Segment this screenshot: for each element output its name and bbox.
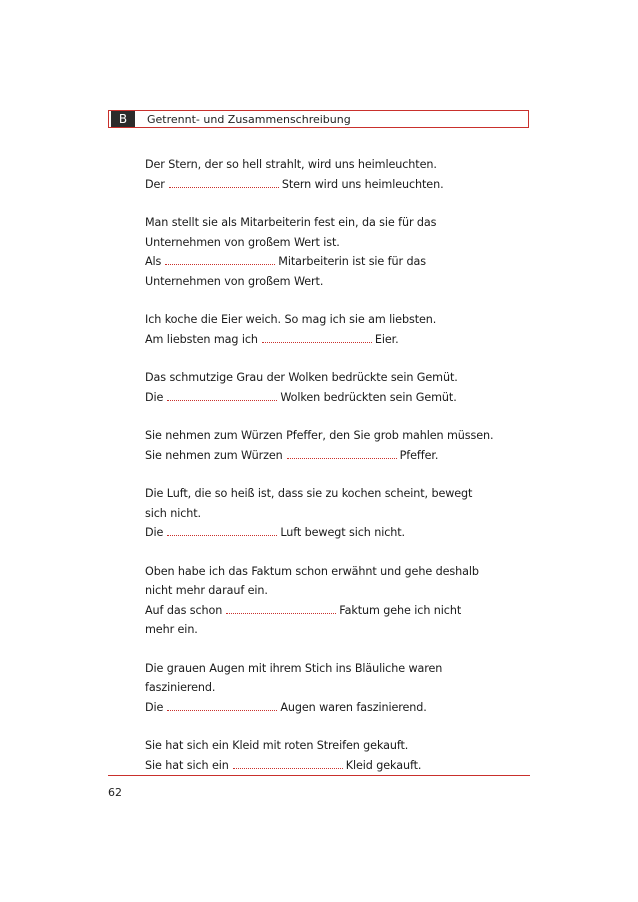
fill-in-blank[interactable] [262,332,372,343]
fill-in-blank[interactable] [167,525,277,536]
exercise-sentence-line: Oben habe ich das Faktum schon erwähnt und gehe deshalb [145,564,479,578]
answer-suffix: Stern wird uns heimleuchten. [281,177,444,191]
answer-prefix: Die [145,526,164,539]
exercise-item [145,213,525,291]
exercise-sentence-line: Sie nehmen zum Würzen Pfeffer, den Sie grob mahlen müssen. [145,429,494,442]
answer-suffix: Kleid gekauft. [345,758,422,772]
answer-suffix: Wolken bedrückten sein Gemüt. [280,390,457,404]
answer-prefix: Sie nehmen zum Würzen [145,448,283,462]
section-title: Getrennt- und Zusammenschreibung [147,112,351,126]
answer-suffix: Luft bewegt sich nicht. [280,526,406,539]
exercise-sentence-line: Man stellt sie als Mitarbeiterin fest ein, da sie für das [145,216,437,229]
answer-line [145,175,525,195]
answer-line [145,698,525,718]
exercise-item [145,562,525,640]
answer-suffix: Pfeffer. [399,448,439,462]
answer-line [145,252,525,272]
answer-prefix: Am liebsten mag ich [145,332,258,346]
exercise-item [145,659,525,718]
fill-in-blank[interactable] [233,758,343,769]
exercise-sentence-line: Sie hat sich ein Kleid mit roten Streifen gekauft. [145,739,409,752]
exercise-list [145,155,525,794]
fill-in-blank[interactable] [167,700,277,711]
page-number: 62 [108,786,122,799]
answer-line: mehr ein. [145,623,198,636]
section-badge: B [111,111,135,127]
exercise-sentence-line: nicht mehr darauf ein. [145,584,268,597]
answer-line: Unternehmen von großem Wert. [145,274,324,288]
exercise-sentence-line: Unternehmen von großem Wert ist. [145,235,340,249]
exercise-item [145,736,525,775]
answer-prefix: Der [145,177,165,191]
exercise-sentence-line: Der Stern, der so hell strahlt, wird uns heimleuchten. [145,158,437,171]
answer-prefix: Als [145,255,162,268]
answer-line [145,446,525,466]
section-header [108,110,529,128]
exercise-item [145,310,525,349]
answer-suffix: Eier. [374,332,399,346]
answer-line [145,756,525,776]
answer-line [145,330,525,350]
answer-suffix: Augen waren faszinierend. [280,700,427,714]
exercise-item [145,155,525,194]
fill-in-blank[interactable] [167,390,277,401]
footer-divider [108,775,530,776]
answer-prefix: Auf das schon [145,603,223,617]
exercise-sentence-line: faszinierend. [145,681,216,694]
exercise-sentence-line: Das schmutzige Grau der Wolken bedrückte sein Gemüt. [145,371,458,384]
exercise-item [145,484,525,543]
exercise-item [145,426,525,465]
fill-in-blank[interactable] [226,603,336,614]
answer-prefix: Die [145,390,164,404]
answer-prefix: Die [145,700,164,714]
answer-line [145,388,525,408]
fill-in-blank[interactable] [287,448,397,459]
answer-suffix: Mitarbeiterin ist sie für das [278,255,426,268]
answer-prefix: Sie hat sich ein [145,758,229,772]
exercise-sentence-line: sich nicht. [145,506,202,520]
fill-in-blank[interactable] [165,254,275,265]
answer-line [145,601,525,621]
exercise-sentence-line: Die Luft, die so heiß ist, dass sie zu kochen scheint, bewegt [145,487,473,500]
exercise-sentence-line: Die grauen Augen mit ihrem Stich ins Bläuliche waren [145,661,443,675]
exercise-sentence-line: Ich koche die Eier weich. So mag ich sie am liebsten. [145,313,437,326]
fill-in-blank[interactable] [169,177,279,188]
answer-line [145,523,525,543]
answer-suffix: Faktum gehe ich nicht [339,603,462,617]
exercise-item [145,368,525,407]
